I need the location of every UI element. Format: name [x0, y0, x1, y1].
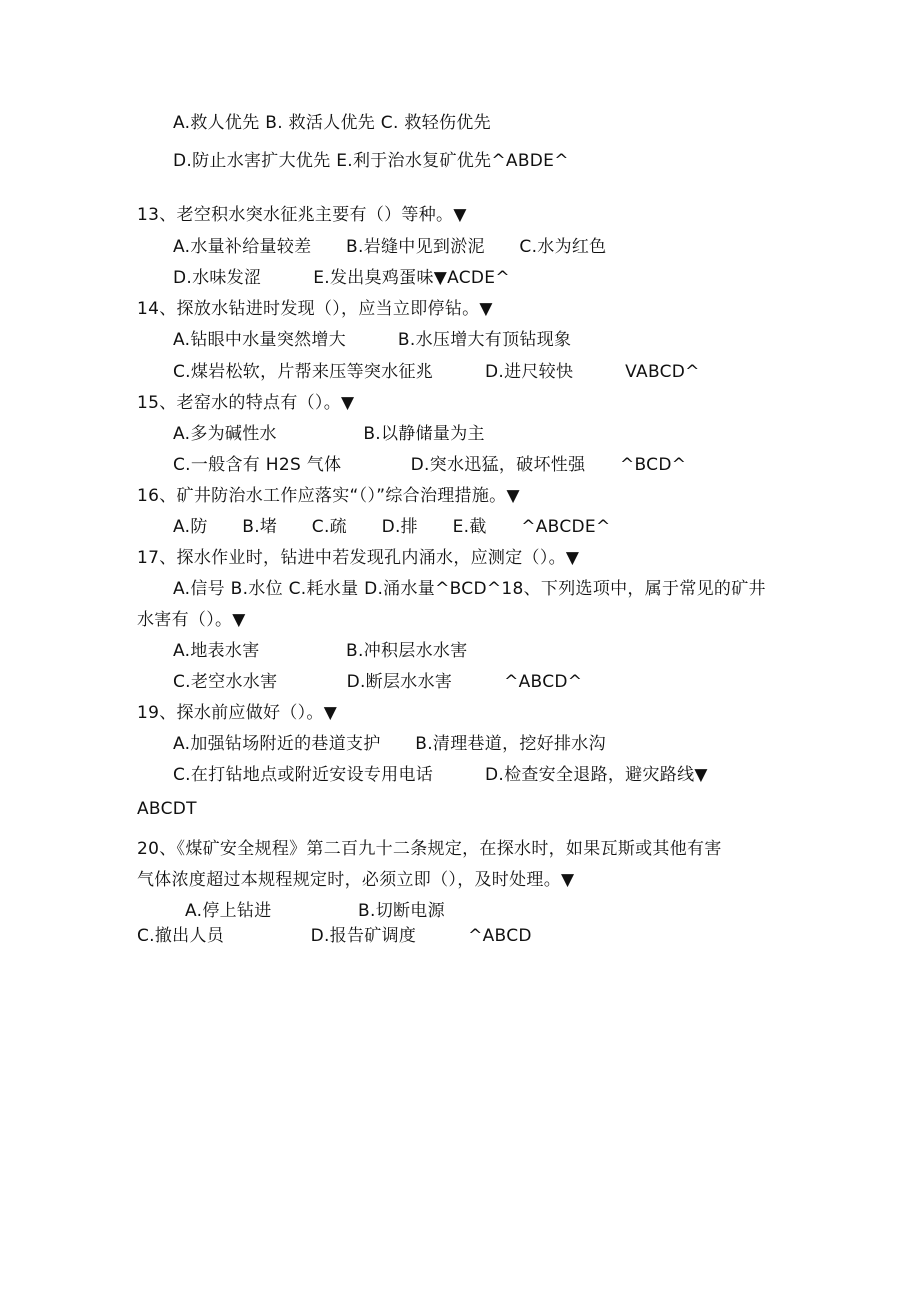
option-line-12-ab: A.救人优先 B. 救活人优先 C. 救轻伤优先: [173, 113, 491, 133]
option-line-19-ab: A.加强钻场附近的巷道支护 B.清理巷道，挖好排水沟: [173, 734, 606, 754]
option-line-13-abc: A.水量补给量较差 B.岩缝中见到淤泥 C.水为红色: [173, 237, 607, 257]
option-line-12-de: D.防止水害扩大优先 E.利于治水复矿优先^ABDE^: [173, 151, 569, 171]
option-line-20-cd: C.撤出人员 D.报告矿调度 ^ABCD: [137, 926, 532, 946]
question-15: 15、老窑水的特点有（）。▼: [137, 393, 355, 413]
question-13: 13、老空积水突水征兆主要有（）等种。▼: [137, 205, 467, 225]
option-line-13-de: D.水味发涩 E.发出臭鸡蛋味▼ACDE^: [173, 268, 510, 288]
option-line-16: A.防 B.堵 C.疏 D.排 E.截 ^ABCDE^: [173, 517, 611, 537]
option-line-14-ab: A.钻眼中水量突然增大 B.水压增大有顶钻现象: [173, 330, 572, 350]
question-19: 19、探水前应做好（）。▼: [137, 703, 338, 723]
question-17: 17、探水作业时，钻进中若发现孔内涌水，应测定（）。▼: [137, 548, 580, 568]
option-line-15-cd: C.一般含有 H2S 气体 D.突水迅猛，破坏性强 ^BCD^: [173, 455, 687, 475]
option-line-20-ab: A.停上钻进 B.切断电源: [185, 901, 445, 921]
option-line-18-ab: A.地表水害 B.冲积层水水害: [173, 641, 468, 661]
question-14: 14、探放水钻进时发现（），应当立即停钻。▼: [137, 299, 493, 319]
option-line-14-cd: C.煤岩松软，片帮来压等突水征兆 D.进尺较快 VABCD^: [173, 362, 700, 382]
answer-19: ABCDT: [137, 799, 197, 819]
question-16: 16、矿井防治水工作应落实“（）”综合治理措施。▼: [137, 486, 520, 506]
option-line-17-and-question-18: A.信号 B.水位 C.耗水量 D.涌水量^BCD^18、下列选项中，属于常见的矿井: [173, 579, 766, 599]
question-20: 20、《煤矿安全规程》第二百九十二条规定，在探水时，如果瓦斯或其他有害: [137, 839, 722, 859]
option-line-15-ab: A.多为碱性水 B.以静储量为主: [173, 424, 485, 444]
option-line-18-cd: C.老空水水害 D.断层水水害 ^ABCD^: [173, 672, 583, 692]
question-20-continued: 气体浓度超过本规程规定时，必须立即（），及时处理。▼: [137, 870, 575, 890]
question-18-continued: 水害有（）。▼: [137, 610, 246, 630]
option-line-19-cd: C.在打钻地点或附近安设专用电话 D.检查安全退路，避灾路线▼: [173, 765, 708, 785]
